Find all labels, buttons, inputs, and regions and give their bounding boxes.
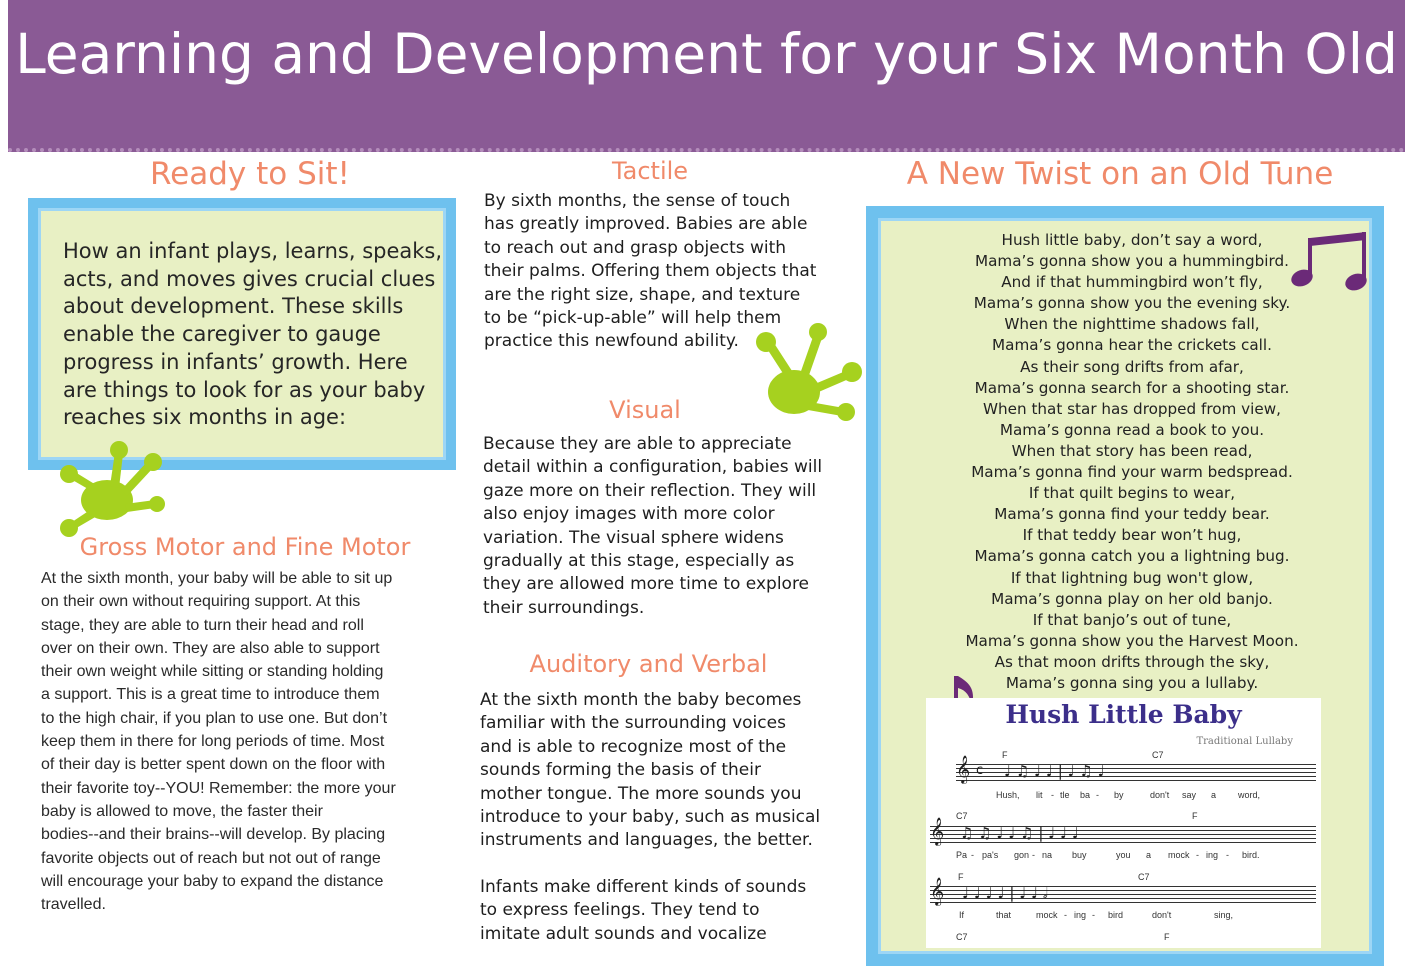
lyrics [922, 230, 1342, 694]
tactile-line: to be “pick-up-able” will help them [484, 308, 782, 329]
lyric-line: As their song drifts from afar, [1020, 357, 1244, 376]
chord-label: C7 [1138, 872, 1150, 882]
motor-heading: Gross Motor and Fine Motor [79, 533, 411, 561]
lyric-line: Mama’s gonna show you a hummingbird. [975, 252, 1289, 271]
lyric-line: Mama’s gonna search for a shooting star. [974, 378, 1290, 397]
chord-label: F [1192, 811, 1198, 821]
visual-heading: Visual [609, 396, 681, 424]
treble-clef-icon: 𝄞 [956, 755, 971, 783]
lyric-line: If that quilt begins to wear, [1028, 484, 1236, 503]
auditory-text [480, 689, 832, 853]
visual-text [483, 433, 835, 620]
motor-line: will encourage your baby to expand the distance [41, 872, 384, 890]
motor-line: At the sixth month, your baby will be able to sit up [41, 570, 393, 587]
motor-line: on their own without requiring support. At this [41, 593, 361, 611]
motor-text [41, 567, 451, 916]
auditory-line: introduce to your baby, such as musical [480, 807, 821, 828]
motor-line: bodies--and their brains--will develop. By placing [41, 826, 386, 844]
chord-label: F [1002, 750, 1008, 760]
visual-line: they are allowed more time to explore [483, 574, 810, 595]
tactile-line: to reach out and grasp objects with [484, 237, 787, 258]
lyric-line: When that star has dropped from view, [983, 399, 1281, 418]
lyric-line: If that banjo’s out of tune, [1032, 610, 1232, 629]
common-time-icon: c [976, 763, 984, 778]
motor-line: favorite objects out of reach but not out of range [41, 849, 381, 867]
treble-clef-icon: 𝄞 [930, 817, 945, 845]
auditory-line: At the sixth month the baby becomes [480, 690, 802, 710]
chord-label: F [958, 872, 964, 882]
lyric-line: Mama’s gonna sing you a lullaby. [1005, 673, 1259, 692]
visual-line: also enjoy images with more color [483, 504, 775, 525]
tactile-line: By sixth months, the sense of touch [484, 191, 791, 211]
lyric-line: And if that hummingbird won’t fly, [1001, 273, 1263, 292]
lyric-line: If that teddy bear won’t hug, [1022, 526, 1242, 545]
auditory-line: imitate adult sounds and vocalize [480, 923, 767, 944]
motor-line: keep them in there for long periods of time. Most [41, 733, 385, 751]
auditory-line: sounds forming the basis of their [480, 760, 761, 781]
lyric-line: Mama’s gonna show you the evening sky. [973, 294, 1291, 313]
hand-splat-middle-icon [752, 318, 867, 428]
motor-line: of their day is better spent down on the floor with [41, 756, 386, 774]
motor-line: their favorite toy--YOU! Remember: the more your [41, 779, 396, 797]
visual-line: Because they are able to appreciate [483, 434, 792, 454]
notes: ♩ ♩ ♩ ♩ | ♩ ♩ 𝅗𝅥 [962, 884, 1048, 902]
lyric-line: Hush little baby, don’t say a word, [1001, 231, 1263, 249]
tactile-line: has greatly improved. Babies are able [484, 214, 808, 235]
sheet-music-title: Hush Little Baby [1005, 700, 1242, 729]
chord-label: C7 [956, 932, 968, 942]
motor-line: over on their own. They are also able to support [41, 639, 380, 657]
auditory-line: and is able to recognize most of the [480, 736, 787, 757]
chord-label: C7 [956, 811, 968, 821]
sheet-music: Hush Little Baby Traditional Lullaby 𝄞 c F C7 ♩ ♫ ♩ ♩ | ♩ ♫ ♩ Hush, lit - tle ba - by don't say a word, 𝄞 C7 F ♫ ♫ ♩ ♩ ♫ | ♩ ♩ ♩ Pa - pa's gon - na buy you a mock - ing - bird. 𝄞 F C7 ♩ ♩ ♩ ♩ | ♩ ♩ 𝅗𝅥 If that mock - ing - bird don't sing, C7 F [926, 698, 1321, 948]
page-title: Learning and Development for your Six Month Old [15, 22, 1398, 86]
auditory-line: familiar with the surrounding voices [480, 713, 786, 734]
visual-line: their surroundings. [483, 597, 645, 618]
auditory-text-continued [480, 876, 832, 946]
visual-line: variation. The visual sphere widens [483, 527, 784, 548]
ready-to-sit-heading: Ready to Sit! [150, 156, 350, 192]
lyric-line: When that story has been read, [1011, 441, 1253, 460]
tactile-line: are the right size, shape, and texture [484, 284, 801, 305]
auditory-heading: Auditory and Verbal [529, 650, 768, 678]
motor-line: stage, they are able to turn their head and roll [41, 616, 364, 634]
lyric-line: Mama’s gonna hear the crickets call. [992, 336, 1272, 355]
auditory-line: Infants make different kinds of sounds [480, 877, 807, 897]
visual-line: gradually at this stage, especially as [483, 551, 795, 572]
auditory-line: instruments and languages, the better. [480, 830, 813, 851]
motor-line: a support. This is a great time to introduce them [41, 686, 380, 704]
motor-line: their own weight while sitting or standing holding [41, 663, 384, 681]
treble-clef-icon: 𝄞 [930, 877, 945, 905]
sheet-music-subtitle: Traditional Lullaby [1196, 736, 1293, 747]
lyric-line: If that lightning bug won't glow, [1010, 568, 1254, 587]
notes: ♫ ♫ ♩ ♩ ♫ | ♩ ♩ ♩ [960, 824, 1079, 842]
tactile-heading: Tactile [611, 157, 689, 185]
notes: ♩ ♫ ♩ ♩ | ♩ ♫ ♩ [1004, 762, 1105, 780]
lyric-line: Mama’s gonna catch you a lightning bug. [974, 547, 1290, 566]
beamed-notes-icon [1290, 228, 1370, 294]
visual-line: gaze more on their reflection. They will [483, 480, 817, 501]
lyric-line: Mama’s gonna show you the Harvest Moon. [965, 631, 1299, 650]
lyric-line: When the nighttime shadows fall, [1004, 315, 1260, 334]
lyric-line: Mama’s gonna find your teddy bear. [994, 505, 1270, 524]
lyric-line: Mama’s gonna find your warm bedspread. [971, 463, 1293, 482]
auditory-line: mother tongue. The more sounds you [480, 783, 802, 804]
tune-heading: A New Twist on an Old Tune [906, 156, 1334, 192]
tactile-line: practice this newfound ability. [484, 331, 739, 352]
lyric-line: Mama’s gonna read a book to you. [999, 420, 1265, 439]
lyric-line: As that moon drifts through the sky, [994, 652, 1270, 671]
intro-text: How an infant plays, learns, speaks, acts, and moves gives crucial clues about development. These skills enable the caregiver to gauge progress in infants’ growth. Here are things to look for as your baby reaches six months in age: [63, 239, 443, 430]
tactile-line: their palms. Offering them objects that [484, 261, 817, 282]
hand-splat-left-icon [55, 438, 170, 538]
motor-line: to the high chair, if you plan to use one. But don’t [41, 709, 388, 727]
chord-label: C7 [1152, 750, 1164, 760]
motor-line: baby is allowed to move, the faster their [41, 802, 323, 820]
chord-label: F [1164, 932, 1170, 942]
auditory-line: to express feelings. They tend to [480, 900, 760, 921]
lyric-line: Mama’s gonna play on her old banjo. [991, 589, 1273, 608]
visual-line: detail within a configuration, babies will [483, 457, 823, 478]
motor-line: travelled. [41, 896, 106, 914]
